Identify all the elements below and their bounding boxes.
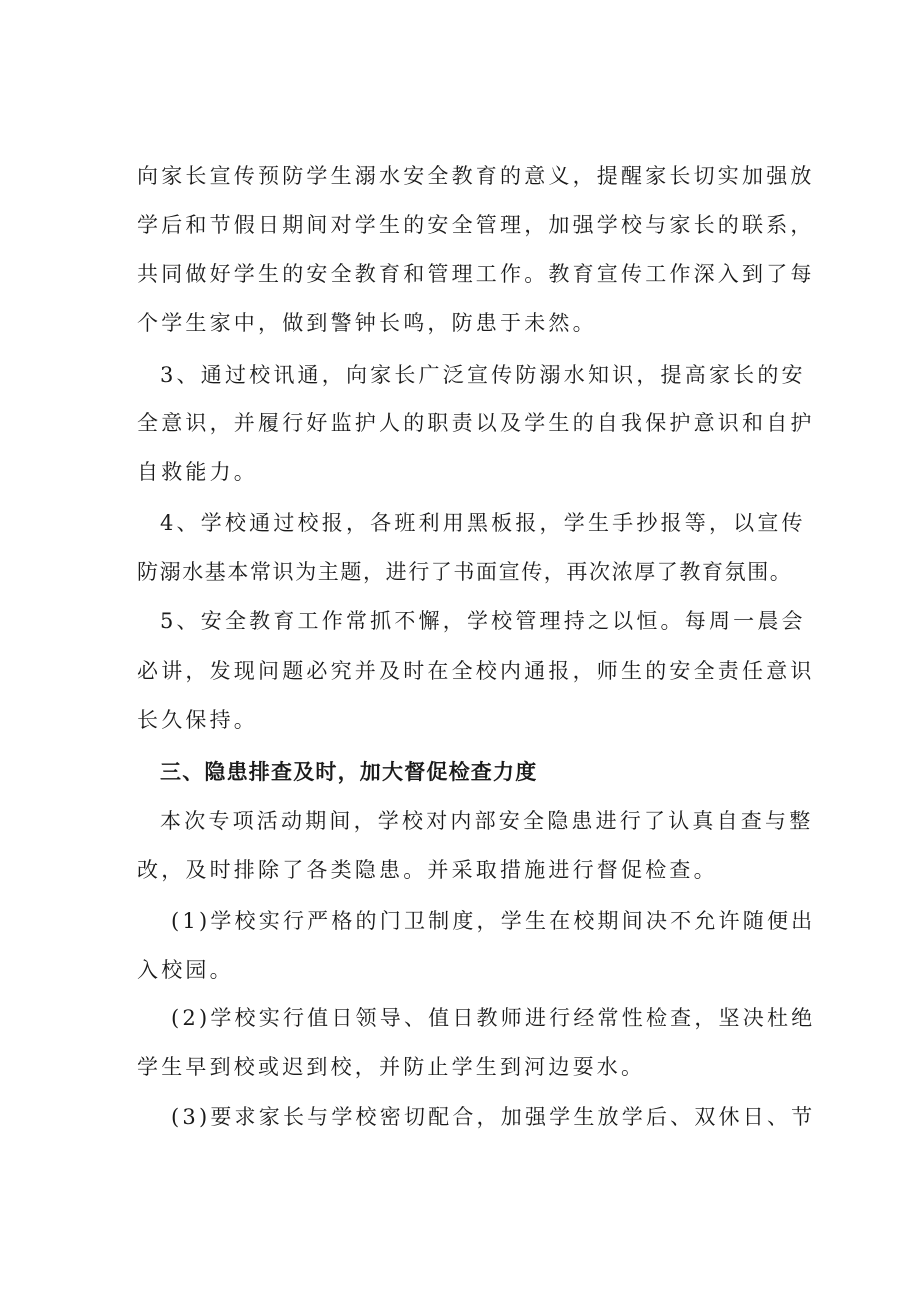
paragraph-line: 必讲，发现问题必究并及时在全校内通报，师生的安全责任意识 bbox=[137, 659, 815, 683]
paragraph-line: 本次专项活动期间，学校对内部安全隐患进行了认真自查与整 bbox=[160, 809, 814, 833]
paragraph-line: 入校园。 bbox=[137, 958, 234, 982]
paragraph-line: 自救能力。 bbox=[137, 460, 258, 484]
paragraph-line: 防溺水基本常识为主题，进行了书面宣传，再次浓厚了教育氛围。 bbox=[137, 560, 793, 584]
paragraph-line: 向家长宣传预防学生溺水安全教育的意义，提醒家长切实加强放 bbox=[137, 164, 815, 188]
paragraph-line: (2)学校实行值日领导、值日教师进行经常性检查，坚决杜绝 bbox=[171, 1006, 816, 1030]
paragraph-line: (1)学校实行严格的门卫制度，学生在校期间决不允许随便出 bbox=[171, 909, 816, 933]
paragraph-line: 学后和节假日期间对学生的安全管理，加强学校与家长的联系， bbox=[137, 213, 815, 237]
paragraph-line: 改，及时排除了各类隐患。并采取措施进行督促检查。 bbox=[137, 858, 718, 882]
paragraph-line: 个学生家中，做到警钟长鸣，防患于未然。 bbox=[137, 311, 597, 335]
paragraph-line: (3)要求家长与学校密切配合，加强学生放学后、双休日、节 bbox=[171, 1105, 816, 1129]
paragraph-line: 长久保持。 bbox=[137, 708, 258, 732]
paragraph-line: 3、通过校讯通，向家长广泛宣传防溺水知识，提高家长的安 bbox=[160, 363, 806, 387]
paragraph-line: 4、学校通过校报，各班利用黑板报，学生手抄报等，以宣传 bbox=[160, 511, 806, 535]
section-heading: 三、隐患排查及时，加大督促检查力度 bbox=[160, 760, 538, 784]
paragraph-line: 共同做好学生的安全教育和管理工作。教育宣传工作深入到了每 bbox=[137, 262, 815, 286]
paragraph-line: 学生早到校或迟到校，并防止学生到河边耍水。 bbox=[137, 1055, 646, 1079]
paragraph-line: 5、安全教育工作常抓不懈，学校管理持之以恒。每周一晨会 bbox=[160, 609, 806, 633]
paragraph-line: 全意识，并履行好监护人的职责以及学生的自我保护意识和自护 bbox=[137, 411, 815, 435]
